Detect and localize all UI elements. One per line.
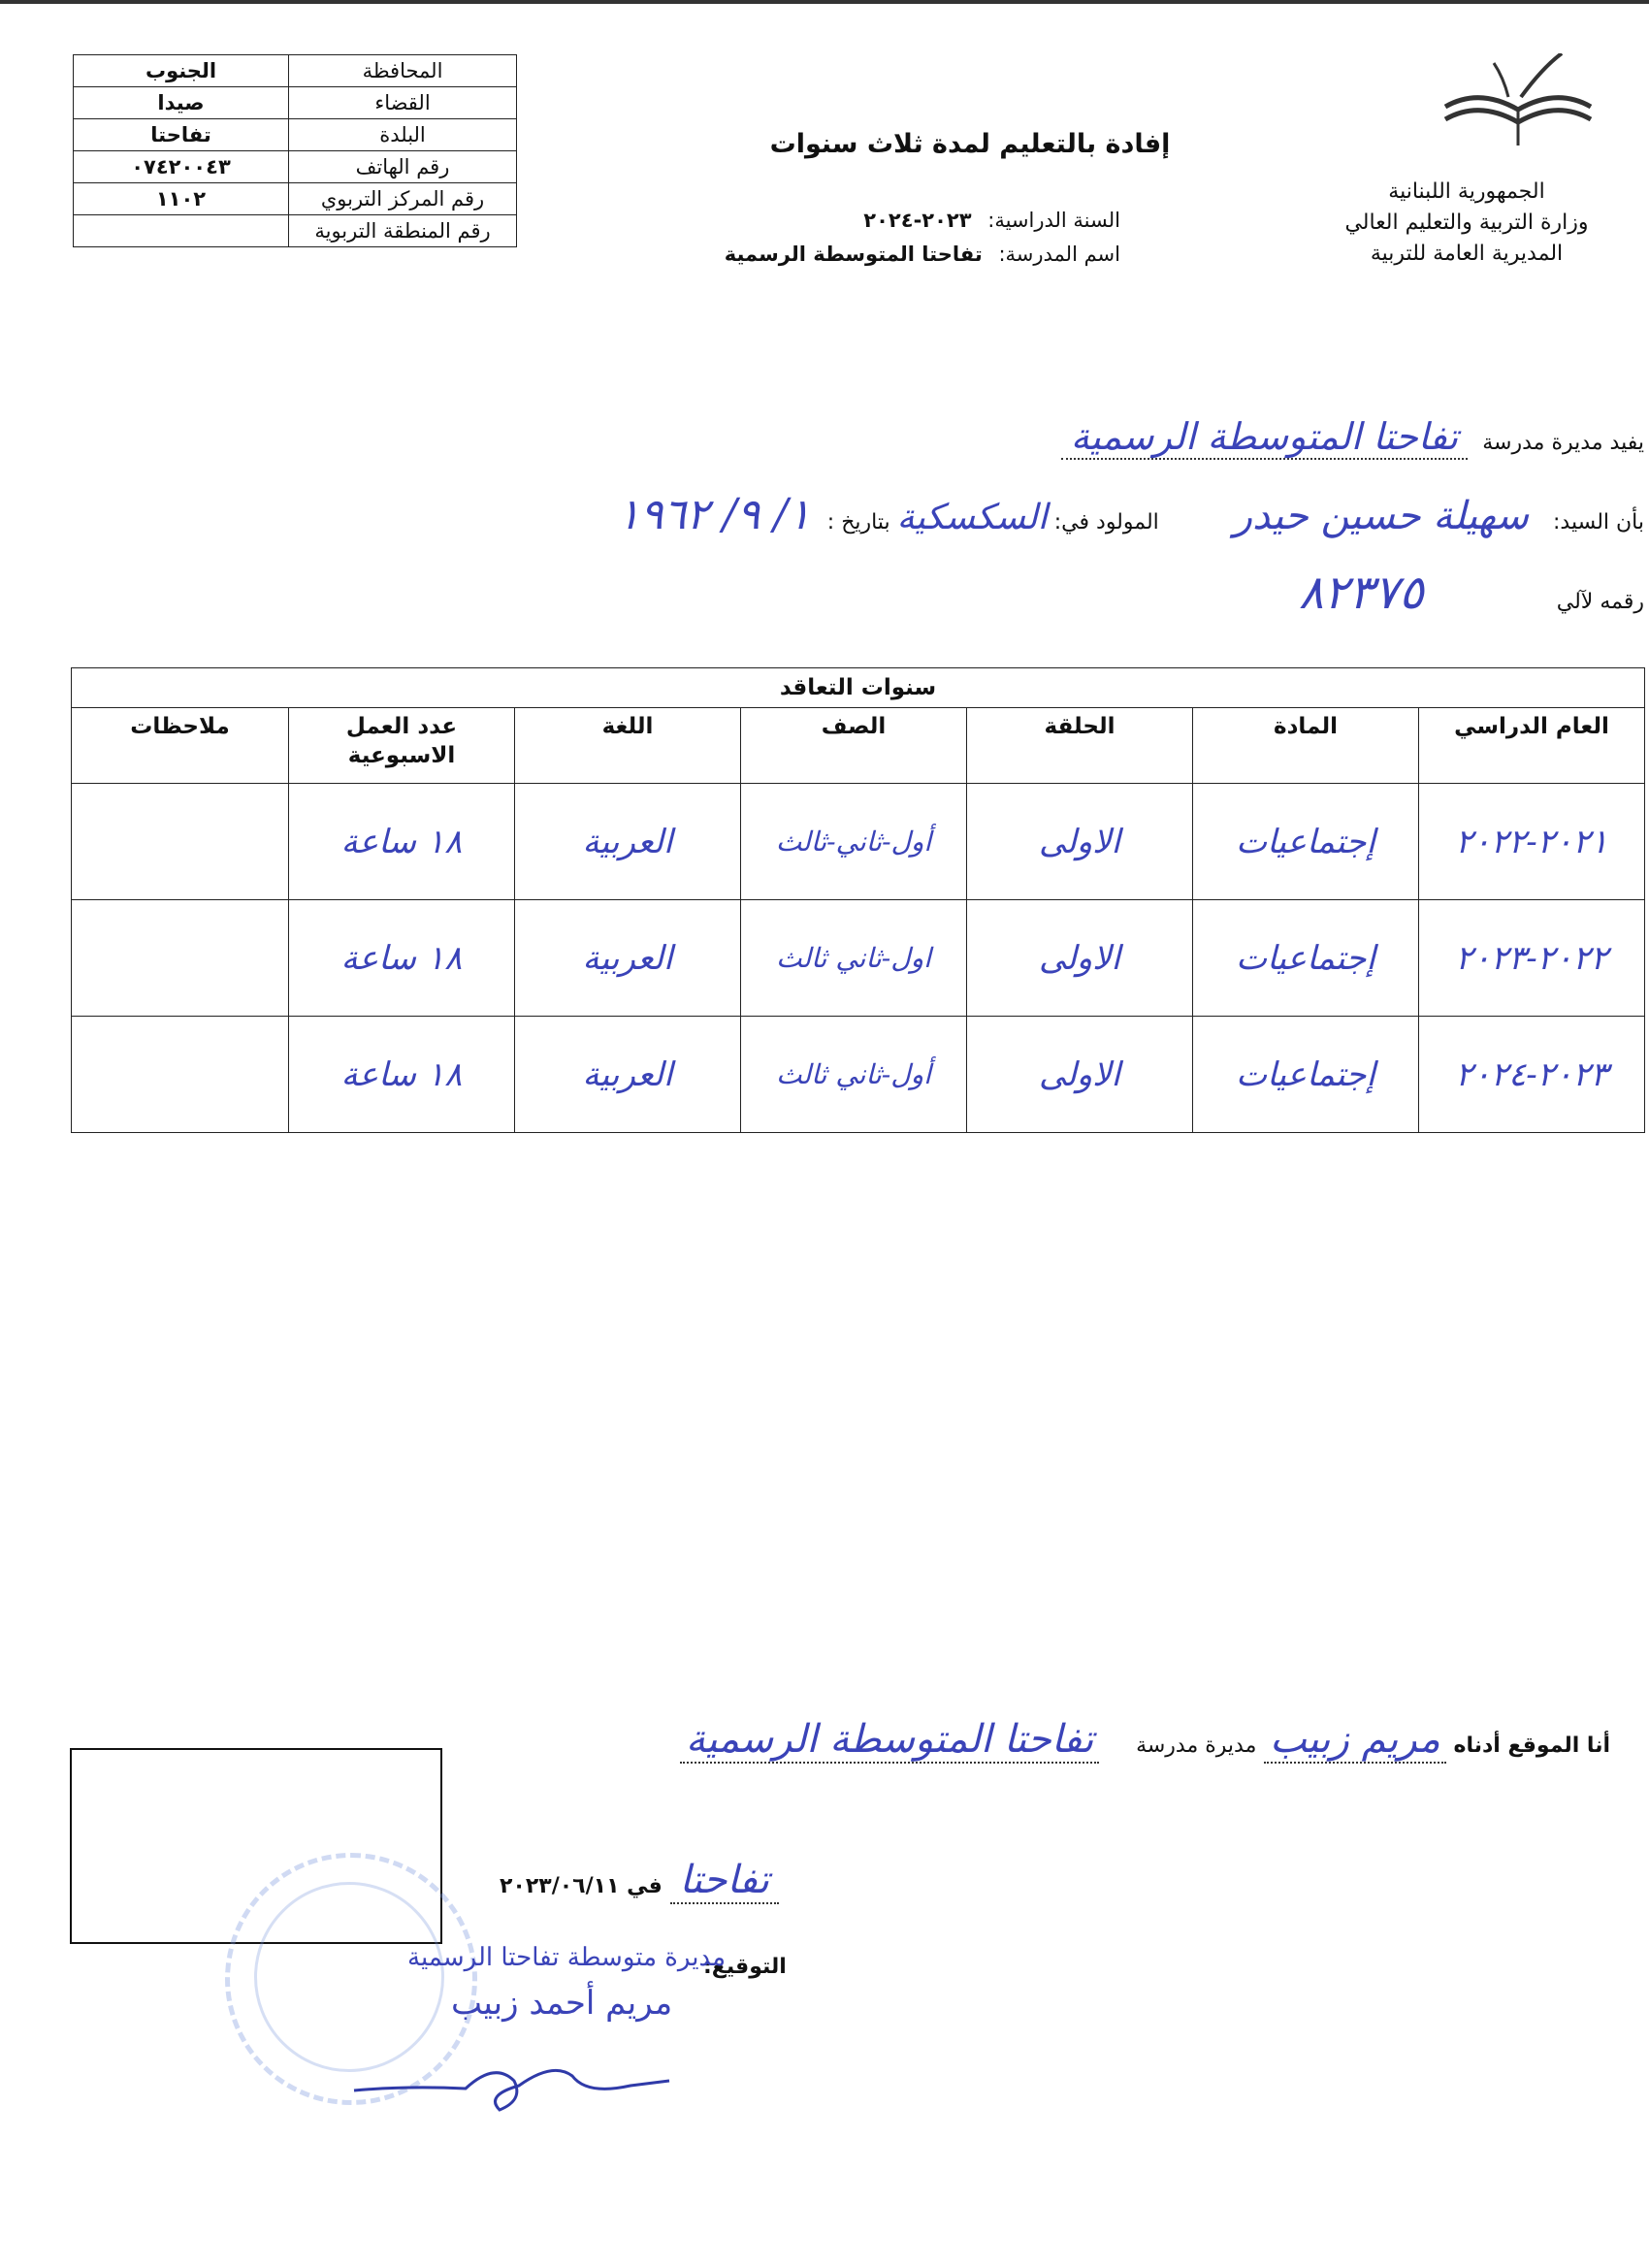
footer-prefix: أنا الموقع أدناه (1453, 1733, 1610, 1758)
col-header: الصف (741, 708, 967, 784)
cell-grade: أول-ثاني ثالث (741, 1017, 967, 1133)
line2-date-label: بتاريخ : (826, 510, 890, 535)
info-row (74, 151, 517, 183)
cell-year: ٢٠٢٣-٢٠٢٤ (1419, 1017, 1645, 1133)
cell-cycle: الاولى (967, 784, 1193, 900)
info-row (74, 183, 517, 215)
ministry-line: الجمهورية اللبنانية (1388, 179, 1545, 204)
line2-place-hand: السكسكية (896, 498, 1048, 537)
footer-declaration (680, 1717, 1610, 1762)
table-header-row (72, 708, 1645, 784)
info-value: تفاحتا (74, 119, 289, 151)
line1-school-hand: تفاحتا المتوسطة الرسمية (1061, 415, 1468, 460)
cell-subject: إجتماعيات (1193, 900, 1419, 1017)
school-year-value: ٢٠٢٣-٢٠٢٤ (863, 209, 972, 232)
footer-place-hand: تفاحتا (670, 1858, 780, 1904)
footer-date: في ٢٠٢٣/٠٦/١١ (500, 1874, 663, 1898)
declaration-line-1 (1061, 415, 1644, 458)
ministry-logo (1436, 53, 1600, 150)
cell-year: ٢٠٢١-٢٠٢٢ (1419, 784, 1645, 900)
info-label: البلدة (289, 119, 517, 151)
col-header: الحلقة (967, 708, 1193, 784)
line1-prefix: يفيد مديرة مدرسة (1482, 431, 1644, 455)
cell-hours: ١٨ ساعة (289, 1017, 515, 1133)
cell-language: العربية (515, 1017, 741, 1133)
stamp-line-2: مريم أحمد زبيب (451, 1984, 673, 2023)
school-info-table (73, 54, 517, 247)
info-value: صيدا (74, 87, 289, 119)
footer-school-hand: تفاحتا المتوسطة الرسمية (680, 1717, 1099, 1764)
cell-hours: ١٨ ساعة (289, 900, 515, 1017)
cell-grade: أول-ثاني-ثالث (741, 784, 967, 900)
line3-prefix: رقمه لآلي (1556, 590, 1644, 614)
cell-subject: إجتماعيات (1193, 784, 1419, 900)
declaration-line-2 (617, 490, 1644, 539)
cell-language: العربية (515, 784, 741, 900)
contract-years-table (71, 667, 1645, 1133)
school-name-line (725, 243, 1120, 266)
table-caption: سنوات التعاقد (72, 668, 1645, 708)
ministry-heading (1307, 177, 1627, 270)
table-row (72, 784, 1645, 900)
school-name-label: اسم المدرسة: (998, 243, 1120, 266)
ministry-line: وزارة التربية والتعليم العالي (1344, 211, 1589, 235)
col-header: اللغة (515, 708, 741, 784)
cell-hours: ١٨ ساعة (289, 784, 515, 900)
info-value: ١١٠٢ (74, 183, 289, 215)
footer-place-date (500, 1858, 779, 1902)
cell-notes (72, 900, 289, 1017)
declaration-line-3 (1299, 566, 1644, 620)
cell-grade: اول-ثاني ثالث (741, 900, 967, 1017)
top-border (0, 0, 1649, 4)
col-header: المادة (1193, 708, 1419, 784)
info-value (74, 215, 289, 247)
stamp-line-1: مديرة متوسطة تفاحتا الرسمية (407, 1943, 727, 1972)
line2-name-hand: سهيلة حسين حيدر (1233, 494, 1529, 538)
line3-id-hand: ٨٢٣٧٥ (1298, 566, 1424, 620)
col-header: عدد العمل الاسبوعية (289, 708, 515, 784)
cell-cycle: الاولى (967, 900, 1193, 1017)
line2-prefix: بأن السيد: (1552, 510, 1644, 535)
info-value: ٠٧٤٢٠٠٤٣ (74, 151, 289, 183)
footer-mid: مديرة مدرسة (1136, 1733, 1257, 1758)
line2-born-label: المولود في: (1053, 510, 1159, 535)
info-row (74, 55, 517, 87)
ministry-line: المديرية العامة للتربية (1370, 242, 1564, 266)
info-row (74, 87, 517, 119)
cell-language: العربية (515, 900, 741, 1017)
cell-year: ٢٠٢٢-٢٠٢٣ (1419, 900, 1645, 1017)
cell-subject: إجتماعيات (1193, 1017, 1419, 1133)
info-label: القضاء (289, 87, 517, 119)
col-header: العام الدراسي (1419, 708, 1645, 784)
info-label: رقم الهاتف (289, 151, 517, 183)
footer-name-hand: مريم زبيب (1264, 1717, 1446, 1764)
table-row (72, 900, 1645, 1017)
school-year-line (863, 209, 1120, 232)
cell-cycle: الاولى (967, 1017, 1193, 1133)
school-year-label: السنة الدراسية: (987, 209, 1120, 232)
document-title: إفادة بالتعليم لمدة ثلاث سنوات (769, 129, 1171, 159)
col-header: ملاحظات (72, 708, 289, 784)
handwritten-signature (349, 2042, 679, 2120)
info-label: رقم المركز التربوي (289, 183, 517, 215)
table-row (72, 1017, 1645, 1133)
cell-notes (72, 784, 289, 900)
info-label: رقم المنطقة التربوية (289, 215, 517, 247)
info-row (74, 119, 517, 151)
cell-notes (72, 1017, 289, 1133)
info-label: المحافظة (289, 55, 517, 87)
school-name-value: تفاحتا المتوسطة الرسمية (724, 243, 983, 266)
line2-date-hand: ١/ ٩/ ١٩٦٢ (617, 490, 811, 539)
signature-label: التوقيع: (703, 1955, 787, 1979)
info-row (74, 215, 517, 247)
info-value: الجنوب (74, 55, 289, 87)
